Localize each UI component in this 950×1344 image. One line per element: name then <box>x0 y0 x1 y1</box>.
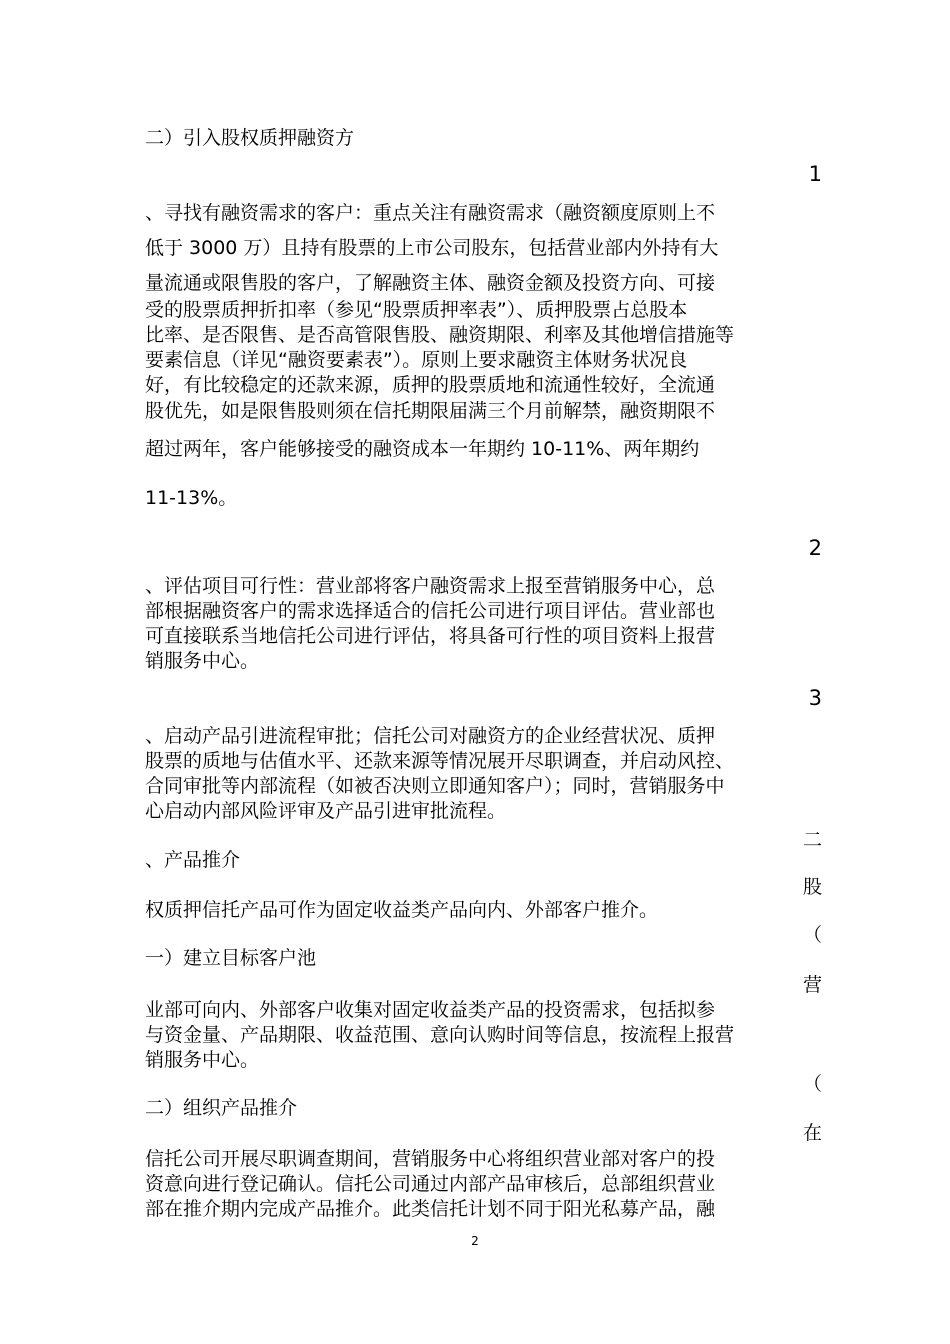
side-character: 股 <box>802 876 822 898</box>
paragraph-line: 好，有比较稳定的还款来源，质押的股票质地和流通性较好，全流通 <box>145 374 716 396</box>
paragraph-line: 、启动产品引进流程审批；信托公司对融资方的企业经营状况、质押 <box>145 725 716 747</box>
paragraph-line: 股票的质地与估值水平、还款来源等情况展开尽职调查，并启动风控、 <box>145 750 735 772</box>
paragraph-line: 股优先，如是限售股则须在信托期限届满三个月前解禁，融资期限不 <box>145 400 716 422</box>
side-character: （ <box>802 924 822 946</box>
side-character: 二 <box>802 829 822 851</box>
section-heading: 二）引入股权质押融资方 <box>145 127 355 149</box>
paragraph-line: 比率、是否限售、是否高管限售股、融资期限、利率及其他增信措施等 <box>145 324 735 346</box>
paragraph-line: 11-13%。 <box>145 487 238 509</box>
paragraph-line: 可直接联系当地信托公司进行评估，将具备可行性的项目资料上报营 <box>145 625 716 647</box>
paragraph-line: 资意向进行登记确认。信托公司通过内部产品审核后，总部组织营业 <box>145 1173 716 1195</box>
paragraph-line: 销服务中心。 <box>145 1049 260 1071</box>
item-number: 3 <box>808 686 822 710</box>
paragraph-line: 受的股票质押折扣率（参见“股票质押率表”）、质押股票占总股本 <box>145 299 688 321</box>
page-number: 2 <box>471 1234 479 1248</box>
item-number: 2 <box>808 536 822 560</box>
side-character: 营 <box>802 974 822 996</box>
paragraph-line: 与资金量、产品期限、收益范围、意向认购时间等信息，按流程上报营 <box>145 1024 735 1046</box>
paragraph-line: 量流通或限售股的客户，了解融资主体、融资金额及投资方向、可接 <box>145 272 716 294</box>
paragraph-line: 销服务中心。 <box>145 650 260 672</box>
paragraph-line: 部在推介期内完成产品推介。此类信托计划不同于阳光私募产品，融 <box>145 1198 716 1220</box>
side-character: 在 <box>802 1122 822 1144</box>
paragraph-line: 低于 3000 万）且持有股票的上市公司股东，包括营业部内外持有大 <box>145 237 719 259</box>
item-number: 1 <box>808 162 822 186</box>
paragraph-line: 信托公司开展尽职调查期间，营销服务中心将组织营业部对客户的投 <box>145 1148 716 1170</box>
paragraph-line: 合同审批等内部流程（如被否决则立即通知客户）；同时，营销服务中 <box>145 775 725 797</box>
paragraph-line: 超过两年，客户能够接受的融资成本一年期约 10-11%、两年期约 <box>145 438 700 460</box>
section-heading: 二）组织产品推介 <box>145 1097 298 1119</box>
paragraph-line: 、评估项目可行性：营业部将客户融资需求上报至营销服务中心，总 <box>145 575 716 597</box>
section-heading: 、产品推介 <box>145 849 241 871</box>
paragraph-line: 心启动内部风险评审及产品引进审批流程。 <box>145 800 507 822</box>
paragraph-line: 要素信息（详见“融资要素表”）。原则上要求融资主体财务状况良 <box>145 349 688 371</box>
paragraph-line: 权质押信托产品可作为固定收益类产品向内、外部客户推介。 <box>145 899 659 921</box>
section-heading: 一）建立目标客户池 <box>145 947 317 969</box>
paragraph-line: 业部可向内、外部客户收集对固定收益类产品的投资需求，包括拟参 <box>145 999 716 1021</box>
paragraph-line: 部根据融资客户的需求选择适合的信托公司进行项目评估。营业部也 <box>145 600 716 622</box>
side-character: （ <box>802 1073 822 1095</box>
paragraph-line: 、寻找有融资需求的客户：重点关注有融资需求（融资额度原则上不 <box>145 202 716 224</box>
